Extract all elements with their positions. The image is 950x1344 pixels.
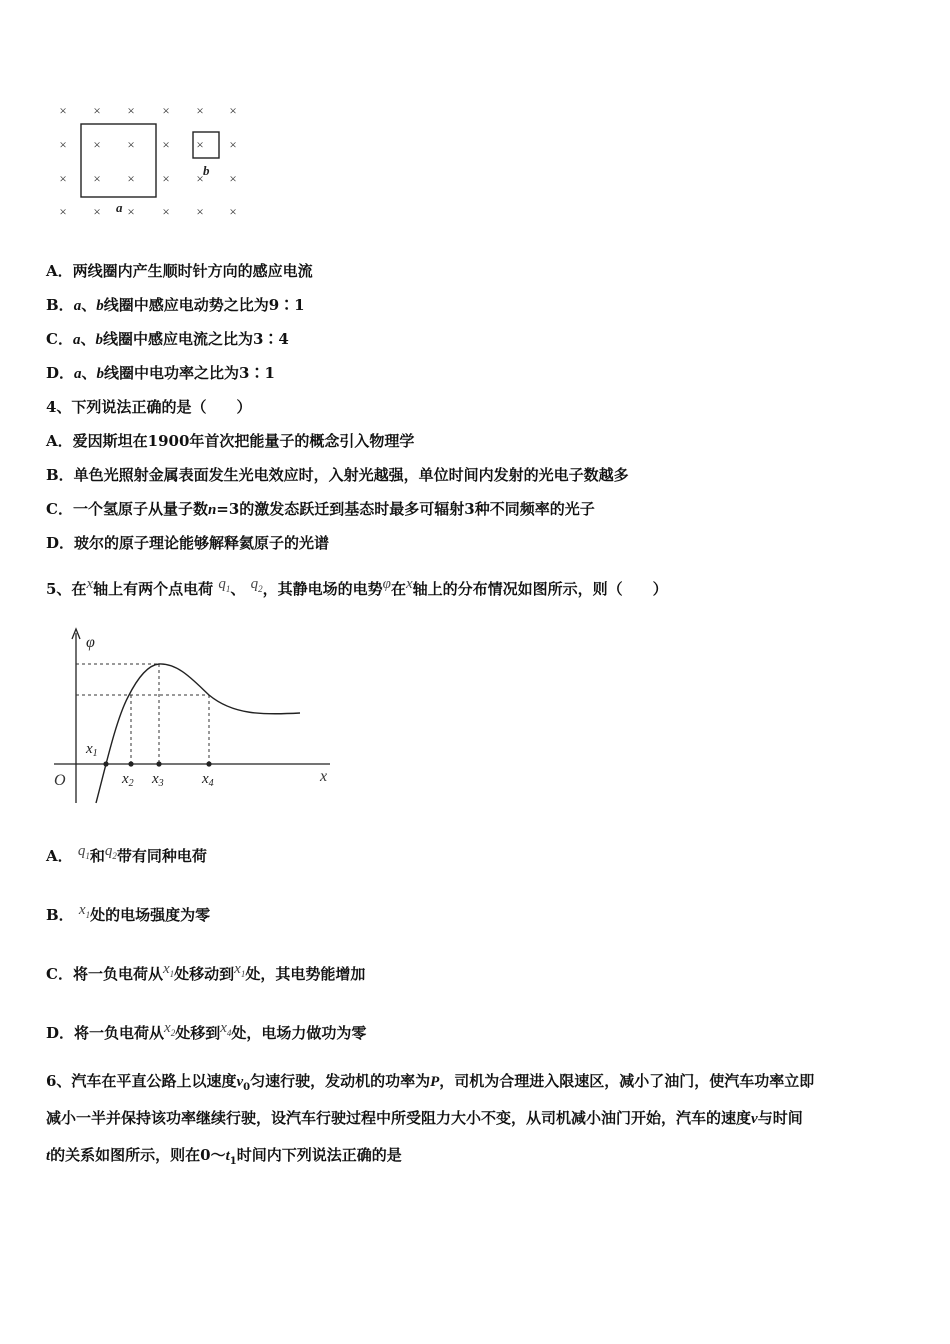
x3-label: $x_3$	[152, 771, 164, 789]
x4-point	[206, 761, 211, 766]
cross: ×	[196, 103, 204, 118]
cross: ×	[196, 171, 204, 186]
q4-option-c: C．一个氢原子从量子数n=3的激发态跃迁到基态时最多可辐射3种不同频率的光子	[46, 500, 595, 518]
x3-point	[156, 761, 161, 766]
coil-b-label: b	[203, 163, 210, 178]
x1-label: $x_1$	[86, 741, 98, 759]
q6-line-1: 6、汽车在平直公路上以速度$v_0$匀速行驶，发动机的功率为P，司机为合理进入限速区，减小了油门，使汽车功率立即	[46, 1072, 815, 1093]
q5-option-d: D．将一负电荷从$x_2$处移到$x_4$处，电场力做功为零	[46, 1020, 367, 1042]
cross: ×	[59, 103, 67, 118]
cross: ×	[229, 103, 237, 118]
potential-graph	[48, 625, 338, 810]
cross: ×	[93, 171, 101, 186]
cross: ×	[93, 204, 101, 219]
q6-line-3: t的关系如图所示，则在$0\sim t_1$时间内下列说法正确的是	[46, 1146, 402, 1167]
cross: ×	[196, 137, 204, 152]
cross: ×	[59, 137, 67, 152]
phi-label: φ	[86, 634, 95, 651]
cross: ×	[162, 137, 170, 152]
x4-label: $x_4$	[202, 771, 214, 789]
cross: ×	[127, 204, 135, 219]
cross: ×	[196, 204, 204, 219]
coil-figure	[50, 95, 250, 225]
cross: ×	[93, 137, 101, 152]
q5-option-a: A． $q_1$和$q_2$带有同种电荷	[46, 843, 207, 865]
cross: ×	[229, 204, 237, 219]
q4-option-a: A．爱因斯坦在1900年首次把能量子的概念引入物理学	[46, 432, 415, 450]
q3-option-a: A．两线圈内产生顺时针方向的感应电流	[46, 262, 313, 280]
x1-point	[103, 761, 108, 766]
x2-point	[128, 761, 133, 766]
coil-a	[81, 124, 156, 197]
cross: ×	[59, 204, 67, 219]
cross: ×	[127, 103, 135, 118]
cross: ×	[162, 204, 170, 219]
cross: ×	[162, 103, 170, 118]
cross: ×	[162, 171, 170, 186]
x-axis-label: x	[320, 768, 328, 785]
cross: ×	[59, 171, 67, 186]
field-crosses	[59, 103, 236, 219]
cross: ×	[127, 171, 135, 186]
x2-label: $x_2$	[122, 771, 134, 789]
q5-stem: 5、在x轴上有两个点电荷 $q_1$、 $q_2$，其静电场的电势φ在x轴上的分布情况如图所示，则（ ）	[46, 576, 668, 598]
origin-label: O	[54, 772, 66, 789]
cross: ×	[229, 171, 237, 186]
cross: ×	[229, 137, 237, 152]
coil-a-label: a	[116, 200, 123, 215]
q6-line-2: 减小一半并保持该功率继续行驶，设汽车行驶过程中所受阻力大小不变，从司机减小油门开始，汽车的速度v与时间	[46, 1109, 803, 1127]
q3-option-b: B．a、b线圈中感应电动势之比为9∶1	[46, 296, 305, 314]
q4-option-d: D．玻尔的原子理论能够解释氦原子的光谱	[46, 534, 330, 552]
q4-stem: 4、下列说法正确的是（ ）	[46, 398, 252, 416]
cross: ×	[127, 137, 135, 152]
q5-option-b: B． $x_1$处的电场强度为零	[46, 902, 211, 924]
q3-option-d: D．a、b线圈中电功率之比为3∶1	[46, 364, 275, 382]
q5-option-c: C．将一负电荷从$x_1$处移动到$x_1$处，其电势能增加	[46, 961, 366, 983]
cross: ×	[93, 103, 101, 118]
q4-option-b: B．单色光照射金属表面发生光电效应时，入射光越强，单位时间内发射的光电子数越多	[46, 466, 629, 484]
q3-option-c: C．a、b线圈中感应电流之比为3∶4	[46, 330, 289, 348]
